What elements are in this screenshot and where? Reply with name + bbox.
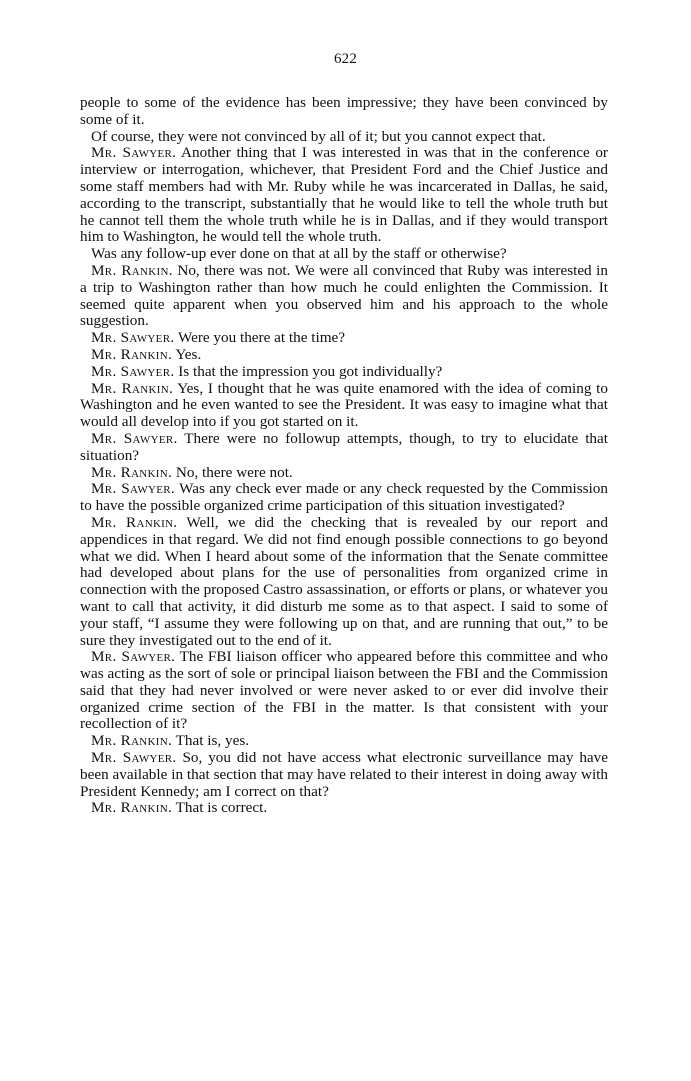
paragraph bbox=[80, 649, 608, 733]
paragraph bbox=[80, 129, 608, 146]
speaker-label: Mr. Rankin. bbox=[91, 345, 173, 363]
paragraph bbox=[80, 750, 608, 800]
paragraph-text: people to some of the evidence has been impressive; they have been convinced by some of it. bbox=[80, 94, 608, 128]
paragraph bbox=[80, 381, 608, 431]
speaker-label: Mr. Sawyer. bbox=[91, 362, 175, 380]
paragraph bbox=[80, 246, 608, 263]
page-body bbox=[80, 95, 608, 817]
speaker-label: Mr. Sawyer. bbox=[91, 144, 177, 162]
paragraph-text: No, there was not. We were all convinced that Ruby was interested in a trip to Washington rather than how much he could enlighten the Commission. It seemed quite apparent when you observed him and his approach to the whole suggestion. bbox=[80, 261, 608, 330]
paragraph-text: That is, yes. bbox=[172, 732, 250, 750]
paragraph-text: Another thing that I was interested in was that in the conference or interview or interrogation, whichever, that President Ford and the Chief Justice and some staff members had with Mr. Ruby while he was incarcerated in Dallas, he said, according to the transcript, substantially that he would like to tell the whole truth but he cannot tell them the whole truth while he is in Dallas, and if they would transport him to Washington, he would tell the whole truth. bbox=[80, 144, 608, 246]
paragraph bbox=[80, 431, 608, 465]
paragraph-text: Was any check ever made or any check requested by the Commission to have the possible organized crime participation of this situation investigated? bbox=[80, 480, 608, 515]
paragraph bbox=[80, 347, 608, 364]
paragraph bbox=[80, 481, 608, 515]
paragraph bbox=[80, 800, 608, 817]
paragraph-text: That is correct. bbox=[172, 799, 268, 817]
speaker-label: Mr. Sawyer. bbox=[91, 749, 177, 767]
speaker-label: Mr. Sawyer. bbox=[91, 329, 175, 347]
speaker-label: Mr. Sawyer. bbox=[91, 429, 178, 447]
paragraph-text: So, you did not have access what electronic surveillance may have been available in that section that may have related to their interest in doing away with President Kennedy; am I correct on that? bbox=[80, 749, 608, 800]
paragraph-text: There were no followup attempts, though, to try to elucidate that situation? bbox=[80, 429, 608, 464]
paragraph bbox=[80, 733, 608, 750]
paragraph-text: Was any follow-up ever done on that at all by the staff or otherwise? bbox=[91, 245, 507, 263]
paragraph-text: Yes. bbox=[172, 345, 202, 363]
speaker-label: Mr. Rankin. bbox=[91, 261, 173, 279]
paragraph-text: Well, we did the checking that is revealed by our report and appendices in that regard. We did not find enough possible connections to go beyond what we did. When I heard about some of the information that the Senate committee had developed about plans for the use of personalities from organized crime in connection with the proposed Castro assassination, or efforts or plans, or whatever you want to call that activity, it did disturb me some as to that aspect. I said to some of your staff, “I assume they were following up on that, and are running that out,” to be sure they investigated out to the end of it. bbox=[80, 513, 608, 649]
paragraph bbox=[80, 263, 608, 330]
speaker-label: Mr. Sawyer. bbox=[91, 480, 175, 498]
page-number: 622 bbox=[333, 51, 358, 67]
paragraph bbox=[80, 515, 608, 649]
paragraph bbox=[80, 465, 608, 482]
speaker-label: Mr. Rankin. bbox=[91, 799, 173, 817]
paragraph-text: No, there were not. bbox=[172, 463, 293, 481]
paragraph bbox=[80, 145, 608, 246]
speaker-label: Mr. Rankin. bbox=[91, 732, 173, 750]
paragraph bbox=[80, 364, 608, 381]
paragraph-text: Of course, they were not convinced by all of it; but you cannot expect that. bbox=[91, 127, 546, 145]
speaker-label: Mr. Rankin. bbox=[91, 379, 174, 397]
speaker-label: Mr. Rankin. bbox=[91, 463, 173, 481]
paragraph bbox=[80, 95, 608, 129]
speaker-label: Mr. Sawyer. bbox=[91, 648, 176, 666]
paragraph-text: The FBI liaison officer who appeared before this committee and who was acting as the sort of sole or principal liaison between the FBI and the Commission said that they had never involved or were never asked to or ever did involve their organized crime section of the FBI in the matter. Is that consistent with your recollection of it? bbox=[80, 648, 608, 733]
paragraph-text: Yes, I thought that he was quite enamored with the idea of coming to Washington and he even wanted to see the President. It was easy to imagine what that would all develop into if you got started on it. bbox=[80, 379, 608, 431]
paragraph-text: Is that the impression you got individually? bbox=[174, 362, 443, 380]
paragraph-text: Were you there at the time? bbox=[174, 329, 345, 347]
paragraph bbox=[80, 330, 608, 347]
speaker-label: Mr. Rankin. bbox=[91, 513, 178, 531]
